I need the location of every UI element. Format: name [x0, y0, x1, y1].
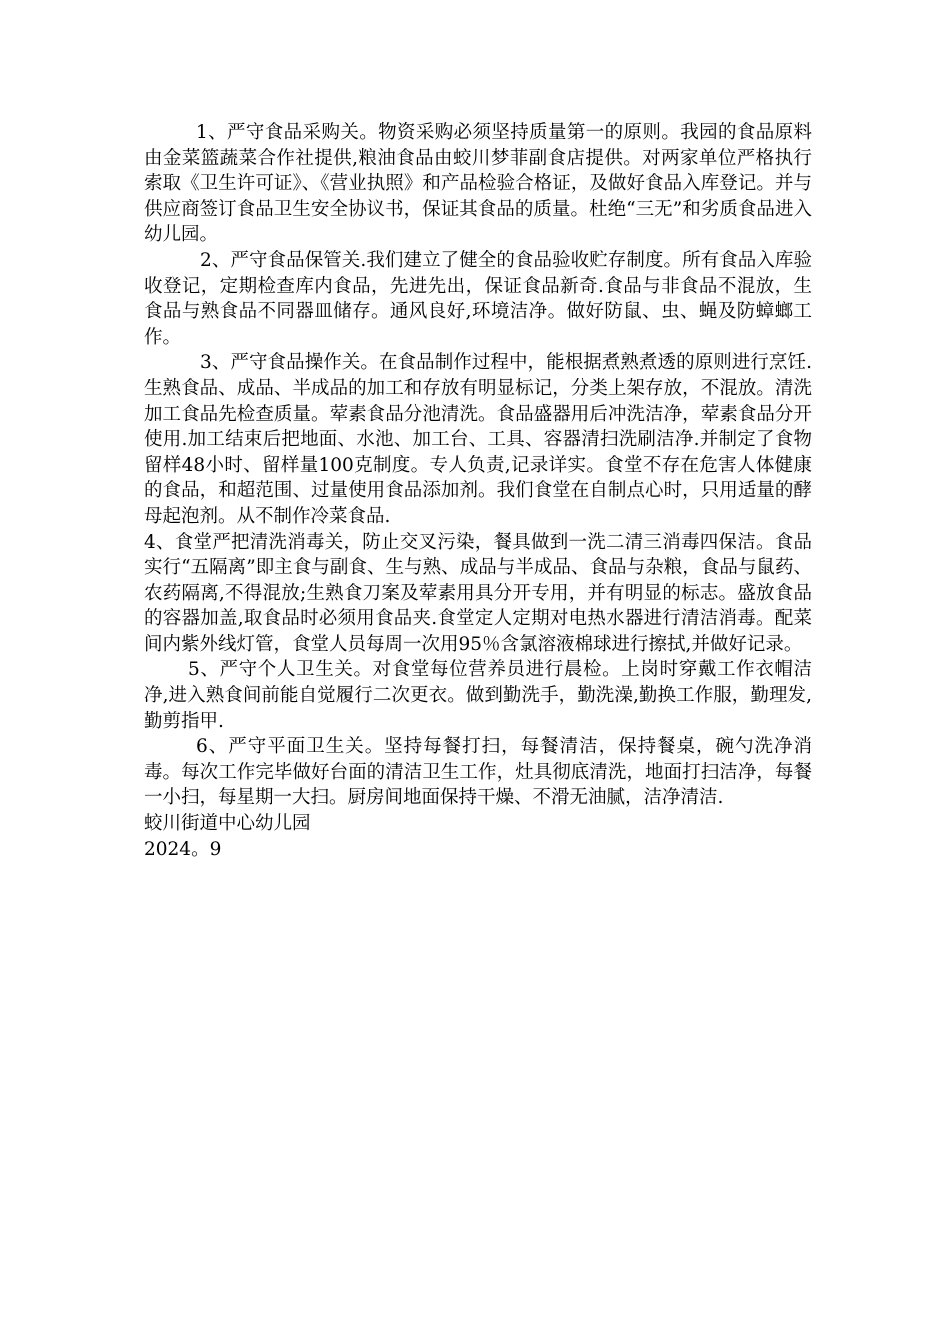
paragraph-operation: 3、严守食品操作关。在食品制作过程中，能根据煮熟煮透的原则进行烹饪.生熟食品、成品、半成品的加工和存放有明显标记，分类上架存放，不混放。清洗加工食品先检查质量。荤素食品分池清洗。食品盛器用后冲洗洁净，荤素食品分开使用.加工结束后把地面、水池、加工台、工具、容器清扫洗刷洁净.并制定了食物留样48小时、留样量100克制度。专人负责,记录详实。食堂不存在危害人体健康的食品，和超范围、过量使用食品添加剂。我们食堂在自制点心时，只用适量的酵母起泡剂。从不制作冷菜食品.: [144, 352, 812, 527]
signature-date: 2024。9: [144, 838, 222, 860]
paragraph-surface-hygiene: 6、严守平面卫生关。坚持每餐打扫，每餐清洁，保持餐桌，碗勺洗净消毒。每次工作完毕做好台面的清洁卫生工作，灶具彻底清洗，地面打扫洁净，每餐一小扫，每星期一大扫。厨房间地面保持干燥、不滑无油腻，洁净清洁.: [144, 736, 812, 809]
signature-organization: 蛟川街道中心幼儿园: [144, 813, 311, 835]
paragraph-disinfection: 4、食堂严把清洗消毒关，防止交叉污染，餐具做到一洗二清三消毒四保洁。食品实行“五隔离”即主食与副食、生与熟、成品与半成品、食品与杂粮，食品与鼠药、农药隔离,不得混放;生熟食刀案及荤素用具分开专用，并有明显的标志。盛放食品的容器加盖,取食品时必须用食品夹.食堂定人定期对电热水器进行清洁消毒。配菜间内紫外线灯管，食堂人员每周一次用95％含氯溶液棉球进行擦拭,并做好记录。: [144, 531, 812, 655]
paragraph-storage: 2、严守食品保管关.我们建立了健全的食品验收贮存制度。所有食品入库验收登记，定期检查库内食品，先进先出，保证食品新奇.食品与非食品不混放，生食品与熟食品不同器皿储存。通风良好,环境洁净。做好防鼠、虫、蝇及防蟑螂工作。: [144, 249, 812, 348]
paragraph-procurement: 1、严守食品采购关。物资采购必须坚持质量第一的原则。我园的食品原料由金菜篮蔬菜合作社提供,粮油食品由蛟川梦菲副食店提供。对两家单位严格执行索取《卫生许可证》、《营业执照》和产品检验合格证，及做好食品入库登记。并与供应商签订食品卫生安全协议书，保证其食品的质量。杜绝“三无”和劣质食品进入幼儿园。: [144, 122, 812, 246]
document-body: [144, 120, 812, 862]
paragraph-personal-hygiene: 5、严守个人卫生关。对食堂每位营养员进行晨检。上岗时穿戴工作衣帽洁净,进入熟食间前能自觉履行二次更衣。做到勤洗手，勤洗澡,勤换工作服，勤理发,勤剪指甲.: [144, 659, 812, 732]
